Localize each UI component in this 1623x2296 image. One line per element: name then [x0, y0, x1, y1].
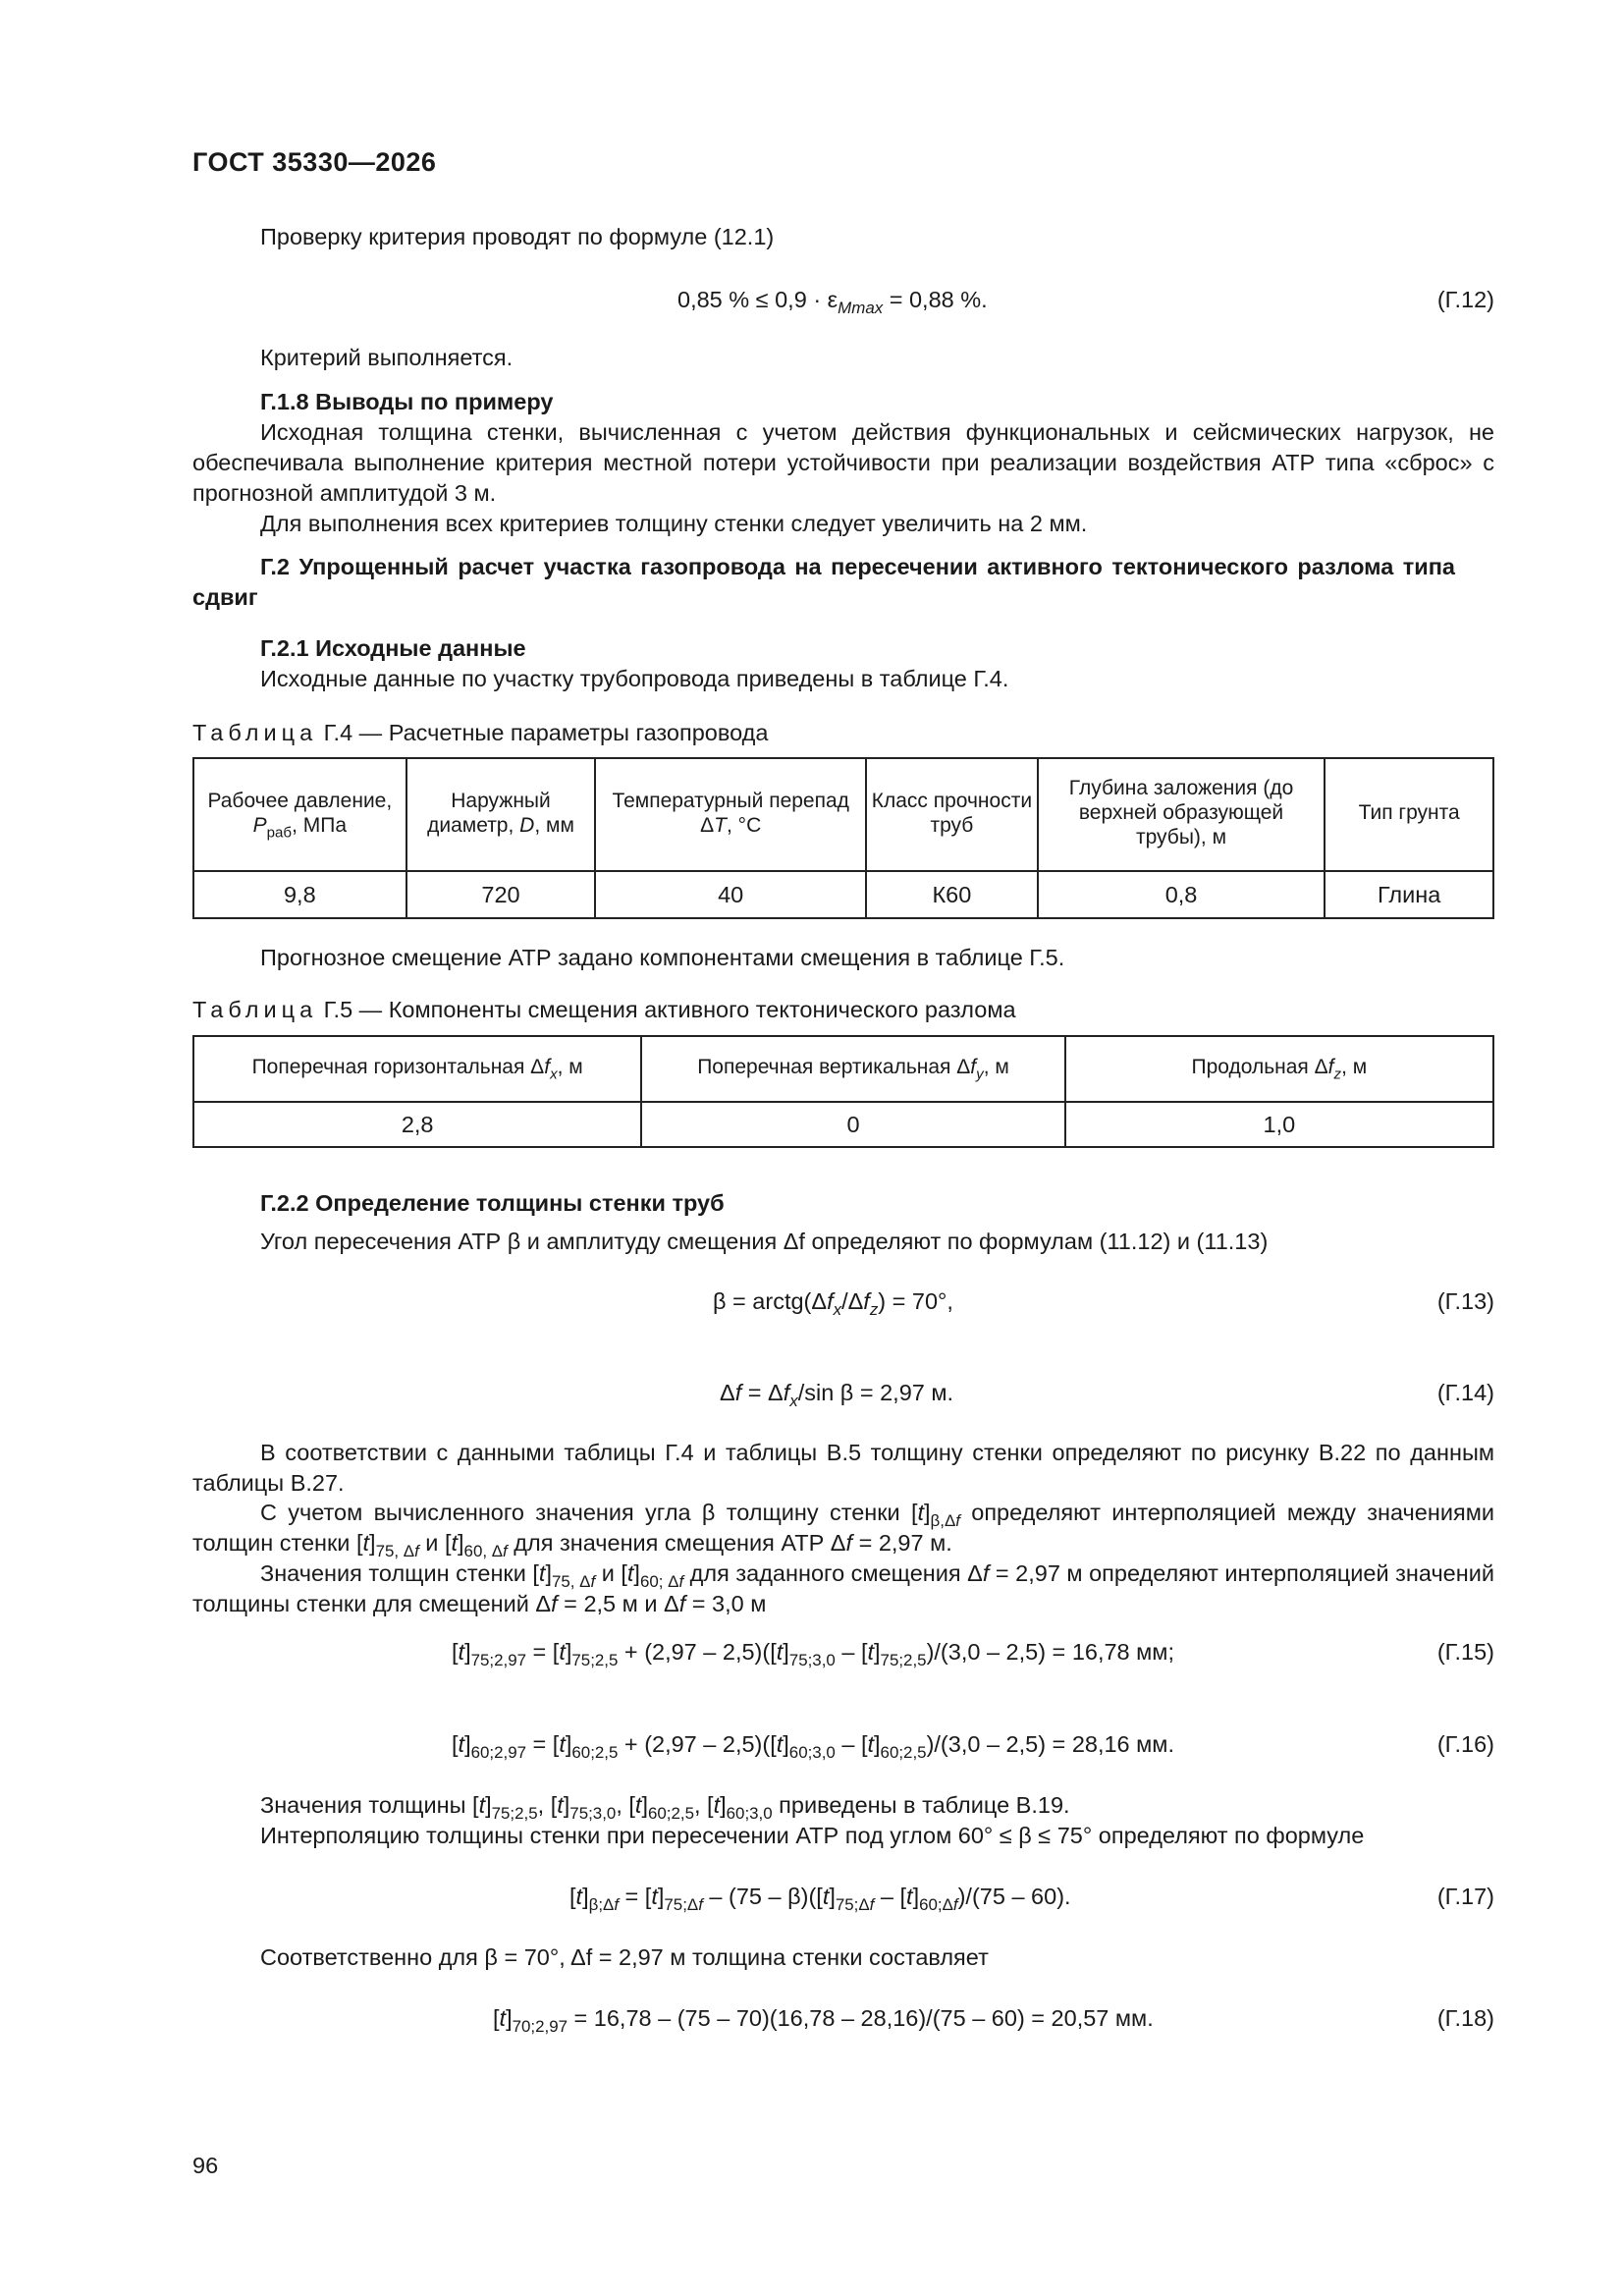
section-heading-g18: Г.1.8 Выводы по примеру: [260, 389, 554, 414]
section-heading-g22: Г.2.2 Определение толщины стенки труб: [260, 1190, 725, 1216]
table-header-cell: Продольная $\Delta f_z$, м: [1065, 1036, 1493, 1097]
equation-number: (Г.13): [1436, 1288, 1494, 1314]
table-header-cell: Поперечная вертикальная $\Delta f_y$, м: [641, 1036, 1064, 1097]
equation-number: (Г.18): [1436, 2005, 1494, 2031]
equation-body: $\beta = arctg(\Delta f_x/\Delta f_z) = 70^\circ$,: [713, 1288, 953, 1319]
equation-body: $[t]_{75;2,97} = [t]_{75;2,5} + (2,97 - 2,5)([t]_{75;3,0} - [t]_{75;2,5})/(3,0 - 2,5) = 16,78$ мм;: [452, 1639, 1174, 1669]
paragraph-thickness-values: Значения толщин стенки $[t]_{75, \Delta f}$ и $[t]_{60; \Delta f}$ для заданного смещения Δf = 2,97 м определяют интерполяцией значений толщины стенки для смещений Δf = 2,5 м и Δf = 3,0 м: [192, 1560, 1494, 1616]
paragraph-check: Проверку критерия проводят по формуле (12.1): [260, 224, 775, 249]
table-cell: 0: [641, 1102, 1064, 1147]
equation-body: $[t]_{\beta;\Delta f} = [t]_{75;\Delta f} - (75 - \beta)([t]_{75;\Delta f} - [t]_{60;\Delta f})/(75 - 60)$.: [569, 1884, 1071, 1914]
section-heading-g2: Г.2 Упрощенный расчет участка газопровода на пересечении активного тектонического разлома типа сдвиг: [192, 554, 1455, 610]
table-cell: 0,8: [1038, 871, 1325, 918]
equation-body: $[t]_{70;2,97} = 16,78 - (75 - 70)(16,78 - 28,16)/(75 - 60) = 20,57$ мм.: [493, 2005, 1154, 2036]
paragraph-g22: Угол пересечения АТР β и амплитуду смещения Δf определяют по формулам (11.12) и (11.13): [260, 1229, 1269, 1254]
equation-number: (Г.15): [1436, 1639, 1494, 1665]
equation-number: (Г.17): [1436, 1884, 1494, 1909]
table-cell: 40: [595, 871, 866, 918]
equation-number: (Г.16): [1436, 1731, 1494, 1757]
table-cell: 2,8: [193, 1102, 641, 1147]
table-cell: К60: [866, 871, 1038, 918]
document-header: ГОСТ 35330—2026: [192, 147, 437, 177]
table-g5: [192, 1035, 1494, 1148]
paragraph-corresponding: Соответственно для β = 70°, Δf = 2,97 м толщина стенки составляет: [260, 1944, 989, 1970]
paragraph-b5: В соответствии с данными таблицы Г.4 и таблицы В.5 толщину стенки определяют по рисунку В.22 по данным таблицы В.27.: [192, 1440, 1494, 1496]
table-header-cell: Рабочее давление, $P_{раб}$, МПа: [193, 758, 406, 866]
paragraph-g21: Исходные данные по участку трубопровода приведены в таблице Г.4.: [260, 666, 1009, 691]
paragraph-b19: Значения толщины $[t]_{75;2,5}$, $[t]_{75;3,0}$, $[t]_{60;2,5}$, $[t]_{60;3,0}$ приведены в таблице В.19.: [260, 1792, 1070, 1823]
table-row: [193, 1102, 1493, 1147]
table-header-cell: Поперечная горизонтальная $\Delta f_x$, м: [193, 1036, 641, 1097]
table-cell: Глина: [1325, 871, 1493, 918]
equation-g15: [192, 1637, 1494, 1676]
table-header-cell: Наружный диаметр, D, мм: [406, 758, 596, 866]
table-caption-g4: Таблица Г.4 — Расчетные параметры газопровода: [192, 720, 769, 745]
paragraph-g18-conclusion: Исходная толщина стенки, вычисленная с учетом действия функциональных и сейсмических нагрузок, не обеспечивала выполнение критерия местной потери устойчивости при реализации воздействия АТР типа «сброс» с прогнозной амплитудой 3 м.: [192, 419, 1494, 506]
table-row: [193, 871, 1493, 918]
equation-number: (Г.14): [1436, 1380, 1494, 1405]
equation-body: $\Delta f = \Delta f_x/\sin$ β = 2,97 м.: [720, 1380, 954, 1410]
table-cell: 720: [406, 871, 596, 918]
paragraph-interpolation: С учетом вычисленного значения угла β толщину стенки $[t]_{\beta,\Delta f}$ определяют интерполяцией между значениями толщин стенки $[t]_{75, \Delta f}$ и $[t]_{60, \Delta f}$ для значения смещения АТР Δf = 2,97 м.: [192, 1500, 1494, 1560]
table-cell: 9,8: [193, 871, 406, 918]
equation-g17: [192, 1882, 1494, 1921]
paragraph-t5-intro: Прогнозное смещение АТР задано компонентами смещения в таблице Г.5.: [260, 945, 1065, 970]
paragraph-criterion-met: Критерий выполняется.: [260, 345, 514, 370]
table-caption-g5: Таблица Г.5 — Компоненты смещения активного тектонического разлома: [192, 997, 1016, 1022]
equation-g18: [192, 2003, 1494, 2043]
page-number: 96: [192, 2153, 219, 2178]
equation-g16: [192, 1729, 1494, 1769]
equation-g13: [192, 1286, 1494, 1326]
table-g4: [192, 757, 1494, 919]
equation-body: $[t]_{60;2,97} = [t]_{60;2,5} + (2,97 - 2,5)([t]_{60;3,0} - [t]_{60;2,5})/(3,0 - 2,5) = 28,16$ мм.: [452, 1731, 1174, 1762]
paragraph-g18-increase: Для выполнения всех критериев толщину стенки следует увеличить на 2 мм.: [260, 511, 1088, 536]
equation-body: 0,85 % ≤ $0,9 \cdot \varepsilon_{Mmax} = 0,88$ %.: [677, 287, 988, 317]
equation-g12: [192, 285, 1494, 324]
table-cell: 1,0: [1065, 1102, 1493, 1147]
table-header-cell: Температурный перепад ΔT, °С: [595, 758, 866, 866]
table-header-cell: Тип грунта: [1325, 758, 1493, 866]
section-heading-g21: Г.2.1 Исходные данные: [260, 635, 526, 661]
paragraph-interp-formula: Интерполяцию толщины стенки при пересечении АТР под углом 60° ≤ β ≤ 75° определяют по формуле: [260, 1823, 1365, 1848]
table-header-cell: Класс прочности труб: [866, 758, 1038, 866]
equation-g14: [192, 1378, 1494, 1417]
table-header-cell: Глубина заложения (до верхней образующей трубы), м: [1038, 758, 1325, 866]
equation-number: (Г.12): [1436, 287, 1494, 312]
